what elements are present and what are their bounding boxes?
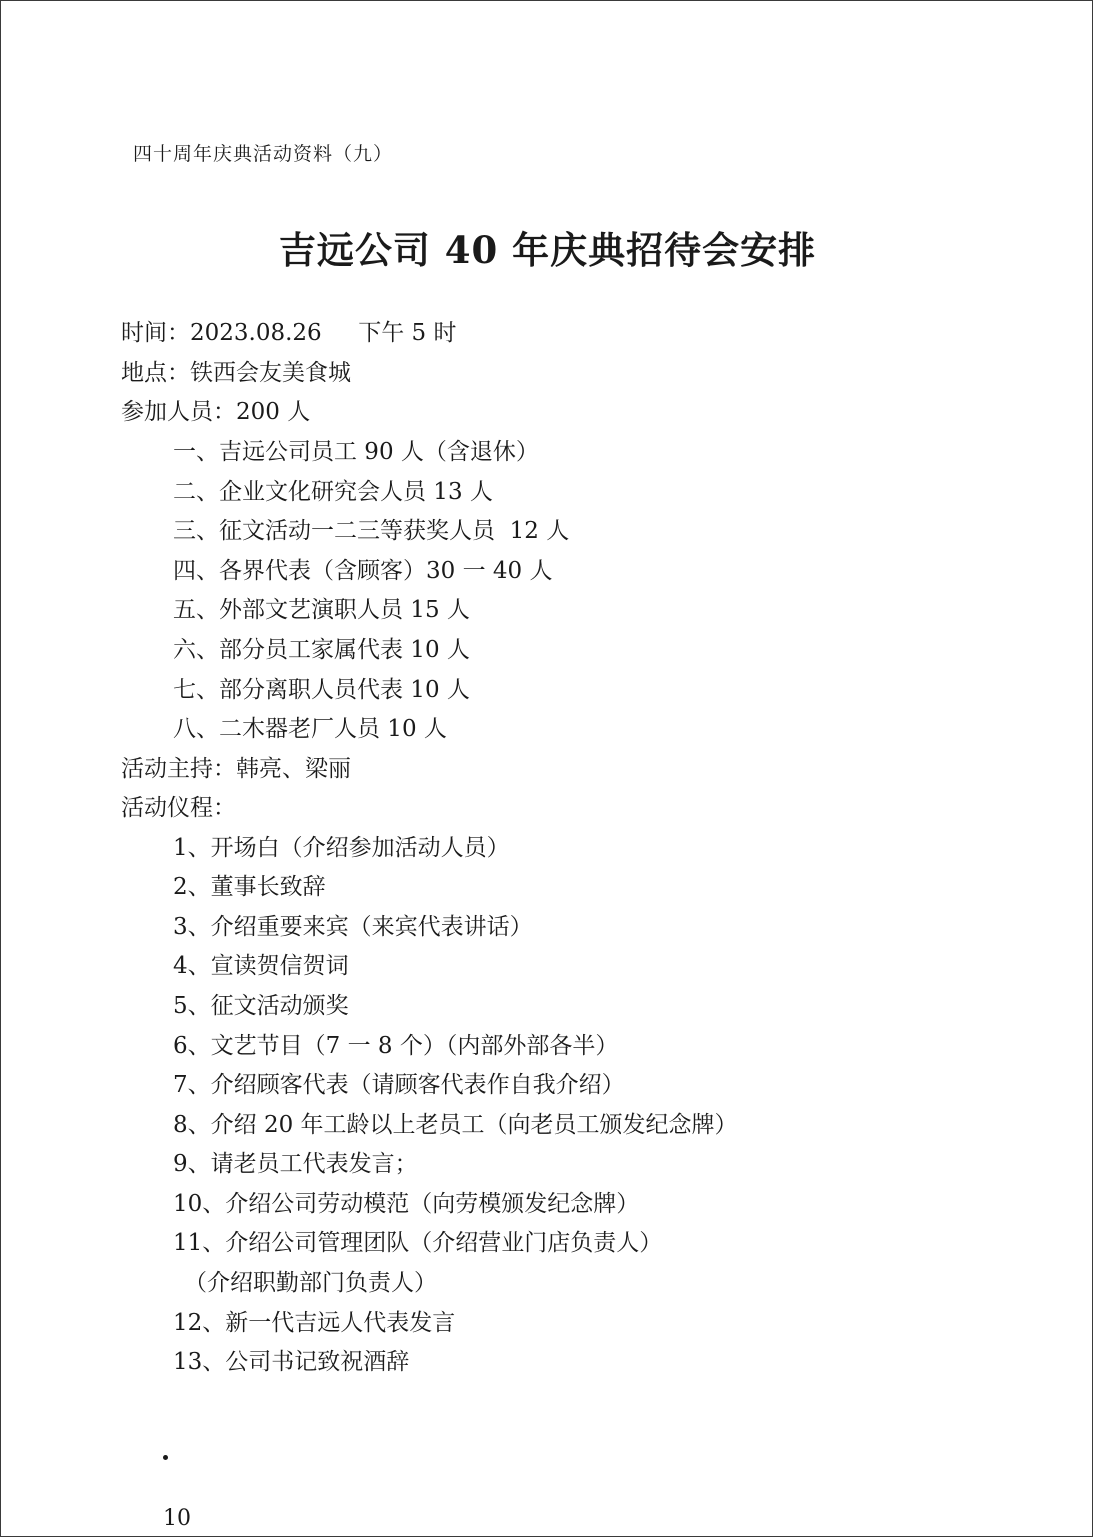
agenda-item: 5、征文活动颁奖 [173, 993, 349, 1019]
agenda-item: 3、介绍重要来宾（来宾代表讲话） [173, 914, 533, 940]
agenda-item: 9、请老员工代表发言； [173, 1151, 418, 1177]
participant-item: 五、外部文艺演职人员 15 人 [173, 597, 470, 623]
agenda-item-continuation: （介绍职勤部门负责人） [184, 1270, 437, 1296]
agenda-item: 10、介绍公司劳动模范（向劳模颁发纪念牌） [173, 1191, 640, 1217]
agenda-item: 13、公司书记致祝酒辞 [173, 1349, 410, 1375]
agenda-item: 12、新一代吉远人代表发言 [173, 1310, 456, 1336]
participant-item: 六、部分员工家属代表 10 人 [173, 637, 470, 663]
participant-item: 一、吉远公司员工 90 人（含退休） [173, 439, 539, 465]
info-place: 地点：铁西会友美食城 [121, 360, 351, 386]
participant-item: 八、二木器老厂人员 10 人 [173, 716, 447, 742]
document-header: 四十周年庆典活动资料（九） [133, 143, 394, 165]
agenda-item: 6、文艺节目（7 一 8 个）（内部外部各半） [173, 1033, 619, 1059]
participant-item: 七、部分离职人员代表 10 人 [173, 677, 470, 703]
agenda-item: 8、介绍 20 年工龄以上老员工（向老员工颁发纪念牌） [173, 1112, 738, 1138]
document-title: 吉远公司 40 年庆典招待会安排 [278, 228, 817, 272]
agenda-item: 11、介绍公司管理团队（介绍营业门店负责人） [173, 1230, 663, 1256]
bullet-dot-left [163, 1455, 168, 1460]
agenda-item: 7、介绍顾客代表（请顾客代表作自我介绍） [173, 1072, 625, 1098]
participant-item: 三、征文活动一二三等获奖人员 12 人 [173, 518, 570, 544]
agenda-item: 2、董事长致辞 [173, 874, 326, 900]
info-time: 时间：2023.08.26 下午 5 时 [121, 320, 457, 346]
agenda-item: 1、开场白（介绍参加活动人员） [173, 835, 510, 861]
page-footer [135, 1414, 191, 1537]
hosts-line: 活动主持：韩亮、梁丽 [121, 756, 351, 782]
participant-item: 四、各界代表（含顾客）30 一 40 人 [173, 558, 553, 584]
agenda-item: 4、宣读贺信贺词 [173, 953, 349, 979]
info-participants: 参加人员：200 人 [121, 399, 311, 425]
agenda-label: 活动仪程： [121, 795, 236, 821]
participant-item: 二、企业文化研究会人员 13 人 [173, 479, 493, 505]
page-number: 10 [162, 1506, 191, 1531]
